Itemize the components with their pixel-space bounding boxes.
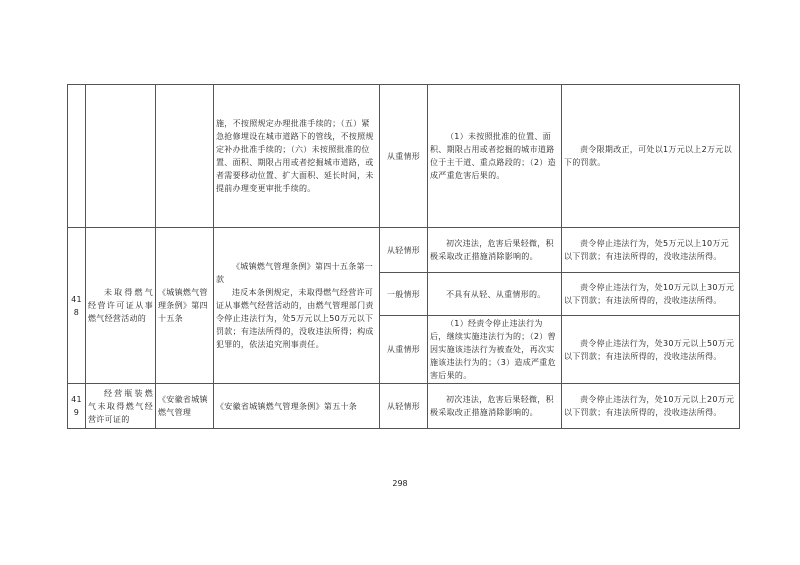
penalty-basis-text: 违反本条例规定，未取得燃气经营许可证从事燃气经营活动的，由燃气管理部门责令停止违法行为，处5万元以上50万元以下罚款；有违法所得的，没收违法所得；构成犯罪的，依法追究刑事责任。 xyxy=(216,288,374,349)
violation-text: 经营瓶装燃气未取得燃气经营许可证的 xyxy=(88,388,153,424)
circumstance-detail-text: （1）未按照批准的位置、面积、期限占用或者挖掘的城市道路位于主干道、重点路段的；（2）造成严重危害后果的。 xyxy=(430,132,556,180)
violation-cell xyxy=(86,384,156,429)
violation-cell xyxy=(86,228,156,384)
row-number-cell: 419 xyxy=(68,384,86,429)
legal-basis-cell: 《安徽省城镇燃气管理 xyxy=(156,384,214,429)
penalty-cell xyxy=(562,384,740,429)
penalty-basis-title: 《城镇燃气管理条例》第四十五条第一款 xyxy=(216,262,374,284)
violation-cell xyxy=(86,85,156,228)
circumstance-cell: 从轻情形 xyxy=(380,384,428,429)
penalty-text: 责令停止违法行为，处30万元以上50万元以下罚款；有违法所得的，没收违法所得。 xyxy=(564,338,735,361)
table-row xyxy=(68,85,740,228)
circumstance-detail-text: 初次违法，危害后果轻微，积极采取改正措施消除影响的。 xyxy=(430,395,554,417)
table-row xyxy=(68,384,740,429)
circumstance-detail-cell xyxy=(428,228,562,273)
circumstance-detail-cell xyxy=(428,384,562,429)
circumstance-detail-cell xyxy=(428,85,562,228)
circumstance-detail-text: 初次违法，危害后果轻微，积极采取改正措施消除影响的。 xyxy=(430,239,554,261)
legal-basis-cell: 《城镇燃气管理条例》第四十五条 xyxy=(156,228,214,384)
circumstance-detail-text: （1）经责令停止违法行为后，继续实施违法行为的；（2）曾因实施该违法行为被查处，再次实施该违法行为的；（3）造成严重危害后果的。 xyxy=(430,319,556,380)
penalty-cell xyxy=(562,316,740,384)
penalty-basis-text: 施，不按照规定办理批准手续的；（五）紧急抢修埋设在城市道路下的管线，不按照规定补办批准手续的；（六）未按照批准的位置、面积、期限占用或者挖掘城市道路，或者需要移动位置、扩大面积、延长时间，未提前办理变更审批手续的。 xyxy=(216,119,374,193)
enforcement-standards-table xyxy=(67,84,740,429)
circumstance-cell: 从重情形 xyxy=(380,85,428,228)
penalty-cell xyxy=(562,273,740,316)
legal-basis-cell xyxy=(156,85,214,228)
penalty-basis-cell xyxy=(214,228,380,384)
circumstance-cell: 从重情形 xyxy=(380,316,428,384)
row-number-cell xyxy=(68,85,86,228)
penalty-text: 责令停止违法行为，处10万元以上20万元以下罚款；有违法所得的，没收违法所得。 xyxy=(564,395,735,417)
circumstance-detail-text: 不具有从轻、从重情形的。 xyxy=(446,289,546,299)
penalty-text: 责令停止违法行为，处10万元以上30万元以下罚款；有违法所得的，没收违法所得。 xyxy=(564,283,735,305)
penalty-text: 责令限期改正，可处以1万元以上2万元以下的罚款。 xyxy=(564,145,732,167)
violation-text: 未取得燃气经营许可证从事燃气经营活动的 xyxy=(88,288,153,323)
penalty-basis-cell xyxy=(214,85,380,228)
circumstance-detail-cell xyxy=(428,273,562,316)
row-number-cell: 418 xyxy=(68,228,86,384)
circumstance-cell: 从轻情形 xyxy=(380,228,428,273)
penalty-basis-cell: 《安徽省城镇燃气管理条例》第五十条 xyxy=(214,384,380,429)
penalty-cell xyxy=(562,85,740,228)
page-number: 298 xyxy=(392,479,408,488)
penalty-cell xyxy=(562,228,740,273)
table-row xyxy=(68,228,740,273)
penalty-text: 责令停止违法行为，处5万元以上10万元以下罚款；有违法所得的，没收违法所得。 xyxy=(564,239,729,261)
circumstance-cell: 一般情形 xyxy=(380,273,428,316)
circumstance-detail-cell xyxy=(428,316,562,384)
